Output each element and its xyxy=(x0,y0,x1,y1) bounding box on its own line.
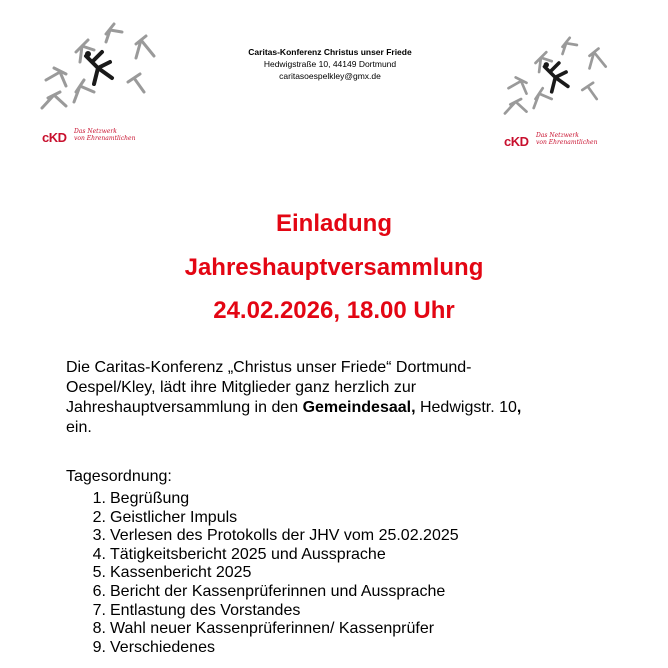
ckd-tagline-line1: Das Netzwerk xyxy=(536,132,579,139)
agenda-item-text: Geistlicher Impuls xyxy=(110,508,238,526)
ckd-tagline-line1: Das Netzwerk xyxy=(74,128,117,135)
venue-name: Gemeindesaal, xyxy=(302,399,416,416)
agenda-item-text: Verlesen des Protokolls der JHV vom 25.02.2025 xyxy=(110,527,459,545)
agenda-item xyxy=(84,620,459,639)
ckd-tagline xyxy=(536,132,597,146)
agenda-item xyxy=(84,583,459,602)
organization-address: Hedwigstraße 10, 44149 Dortmund xyxy=(263,59,397,69)
agenda-item-number: 9. xyxy=(92,638,106,656)
agenda-item xyxy=(84,639,459,658)
invitation-text xyxy=(66,358,536,438)
agenda-item xyxy=(84,546,459,565)
agenda-item-number: 5. xyxy=(92,564,106,582)
agenda-item-text: Entlastung des Vorstandes xyxy=(110,601,301,619)
agenda-item xyxy=(84,490,459,509)
title-date-time: 24.02.2026, 18.00 Uhr xyxy=(213,297,455,324)
ckd-mark: cKD xyxy=(42,130,67,145)
invitation-text-part3: ein. xyxy=(66,419,92,436)
agenda-item xyxy=(84,602,459,621)
agenda-list xyxy=(84,490,459,657)
agenda-item-text: Tätigkeitsbericht 2025 und Aussprache xyxy=(110,545,386,563)
agenda-item-text: Kassenbericht 2025 xyxy=(110,564,252,582)
agenda-item xyxy=(84,564,459,583)
title-meeting: Jahreshauptversammlung xyxy=(184,254,484,281)
agenda-item xyxy=(84,527,459,546)
agenda-item-text: Verschiedenes xyxy=(110,638,215,656)
organization-email: caritasoespelkley@gmx.de xyxy=(279,71,381,81)
title-invitation: Einladung xyxy=(276,210,392,237)
agenda-item-text: Wahl neuer Kassenprüferinnen/ Kassenprüfer xyxy=(110,620,435,638)
invitation-comma: , xyxy=(516,399,522,416)
caritas-logo-right xyxy=(498,36,628,156)
agenda-item-text: Begrüßung xyxy=(110,490,190,507)
ckd-tagline-line2: von Ehrenamtlichen xyxy=(536,139,598,146)
ckd-mark: cKD xyxy=(504,134,529,149)
agenda-item-number: 7. xyxy=(92,601,106,619)
people-circle-icon xyxy=(36,22,166,122)
agenda-item-number: 4. xyxy=(92,545,106,563)
invitation-text-part2: Hedwigstr. 10 xyxy=(415,399,517,416)
caritas-logo-left xyxy=(36,22,166,145)
agenda-item xyxy=(84,509,459,528)
agenda-item-number: 6. xyxy=(92,582,106,600)
agenda-label: Tagesordnung: xyxy=(66,468,172,485)
agenda-item-number: 8. xyxy=(92,620,106,638)
invitation-text-part1: Die Caritas-Konferenz „Christus unser Friede“ Dortmund-Oespel/Kley, lädt ihre Mitglieder ganz herzlich zur Jahreshauptversammlung in den xyxy=(66,359,472,416)
ckd-tagline-line2: von Ehrenamtlichen xyxy=(74,135,136,142)
people-circle-icon xyxy=(498,36,618,126)
agenda-item-number: 1. xyxy=(92,490,106,507)
agenda-item-number: 3. xyxy=(92,527,106,545)
organization-name: Caritas-Konferenz Christus unser Friede xyxy=(248,47,412,57)
agenda-item-text: Bericht der Kassenprüferinnen und Aussprache xyxy=(110,582,446,600)
letterhead xyxy=(200,46,460,82)
agenda-item-number: 2. xyxy=(92,508,106,526)
ckd-tagline xyxy=(74,128,135,142)
